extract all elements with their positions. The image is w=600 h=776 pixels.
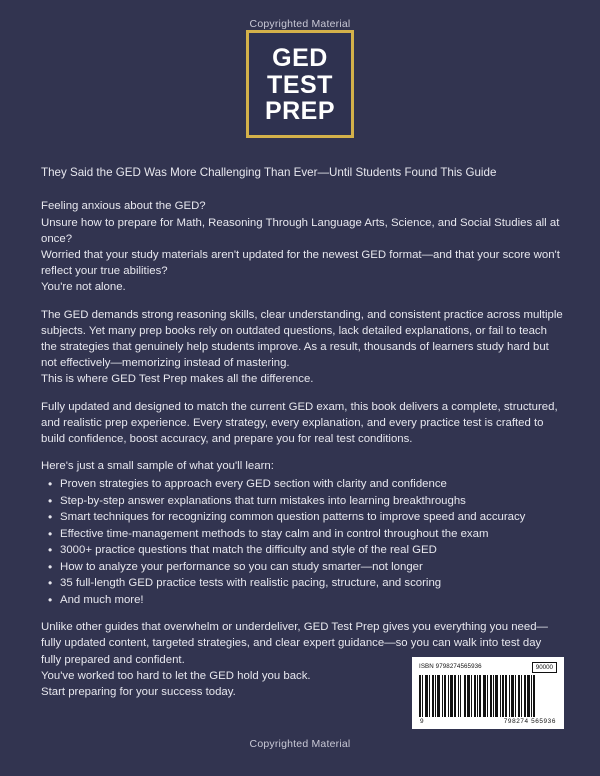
list-item: • And much more!: [60, 593, 564, 609]
list-item: • 3000+ practice questions that match the difficulty and style of the real GED: [60, 543, 564, 559]
learn-list-lead: Here's just a small sample of what you'll learn:: [41, 460, 274, 473]
price-code: 90000: [532, 662, 557, 673]
barcode-bars: [419, 675, 557, 717]
paragraph-solution: Fully updated and designed to match the current GED exam, this book delivers a complete, structured, and realistic prep experience. Every strategy, every explanation, and every practice test is crafted to build confidence, boost accuracy, and prepare you for real test conditions.: [41, 400, 558, 445]
problem-closing-line: This is where GED Test Prep makes all the difference.: [41, 373, 314, 386]
intro-line-1: Feeling anxious about the GED?: [41, 200, 206, 213]
copyright-notice-top: Copyrighted Material: [249, 18, 351, 30]
problem-body: The GED demands strong reasoning skills, clear understanding, and consistent practice across multiple subjects. Yet many prep books rely on outdated questions, lack detailed explanations, or fail to teach the strategies that genuinely help students improve. As a result, thousands of learners study hard but not effectively—memorizing instead of mastering.: [41, 308, 563, 370]
closing-line-1: Unlike other guides that overwhelm or underdeliver, GED Test Prep gives you everything you need—fully updated content, targeted strategies, and clear expert guidance—so you can walk into test day fully prepared and confident.: [41, 621, 548, 666]
intro-line-2: Unsure how to prepare for Math, Reasoning Through Language Arts, Science, and Social Studies all at once?: [41, 216, 560, 245]
logo-line-ged: GED: [272, 44, 328, 73]
paragraph-intro: [41, 198, 564, 295]
list-item: • Step-by-step answer explanations that turn mistakes into learning breakthroughs: [60, 494, 564, 510]
list-item: • Smart techniques for recognizing common question patterns to improve speed and accuracy: [60, 510, 564, 526]
logo-line-test: TEST: [267, 70, 333, 99]
logo-line-prep: PREP: [264, 97, 336, 126]
isbn-number: ISBN 9798274565936: [419, 663, 482, 671]
back-cover-copy: [41, 165, 564, 711]
copyright-notice-bottom: Copyrighted Material: [249, 738, 351, 750]
list-item: • Effective time-management methods to stay calm and in control throughout the exam: [60, 527, 564, 543]
ged-test-prep-logo: [246, 30, 354, 138]
barcode-digit-prefix: 9: [420, 718, 425, 725]
barcode-digits: [419, 718, 557, 725]
intro-line-4: You're not alone.: [41, 281, 126, 294]
list-item: • 35 full-length GED practice tests with realistic pacing, structure, and scoring: [60, 576, 564, 592]
list-item: • How to analyze your performance so you can study smarter—not longer: [60, 560, 564, 576]
isbn-barcode: [412, 657, 564, 729]
list-item: • Proven strategies to approach every GED section with clarity and confidence: [60, 477, 564, 493]
barcode-digit-main: 798274 565936: [503, 718, 556, 725]
benefits-list: [41, 477, 564, 608]
closing-line-2: You've worked too hard to let the GED hold you back.: [41, 669, 311, 682]
headline: They Said the GED Was More Challenging Than Ever—Until Students Found This Guide: [41, 166, 497, 179]
barcode-header: [419, 663, 557, 673]
paragraph-problem: [41, 307, 564, 388]
intro-line-3: Worried that your study materials aren't updated for the newest GED format—and that your score won't reflect your true abilities?: [41, 249, 560, 278]
closing-line-3: Start preparing for your success today.: [41, 686, 236, 699]
